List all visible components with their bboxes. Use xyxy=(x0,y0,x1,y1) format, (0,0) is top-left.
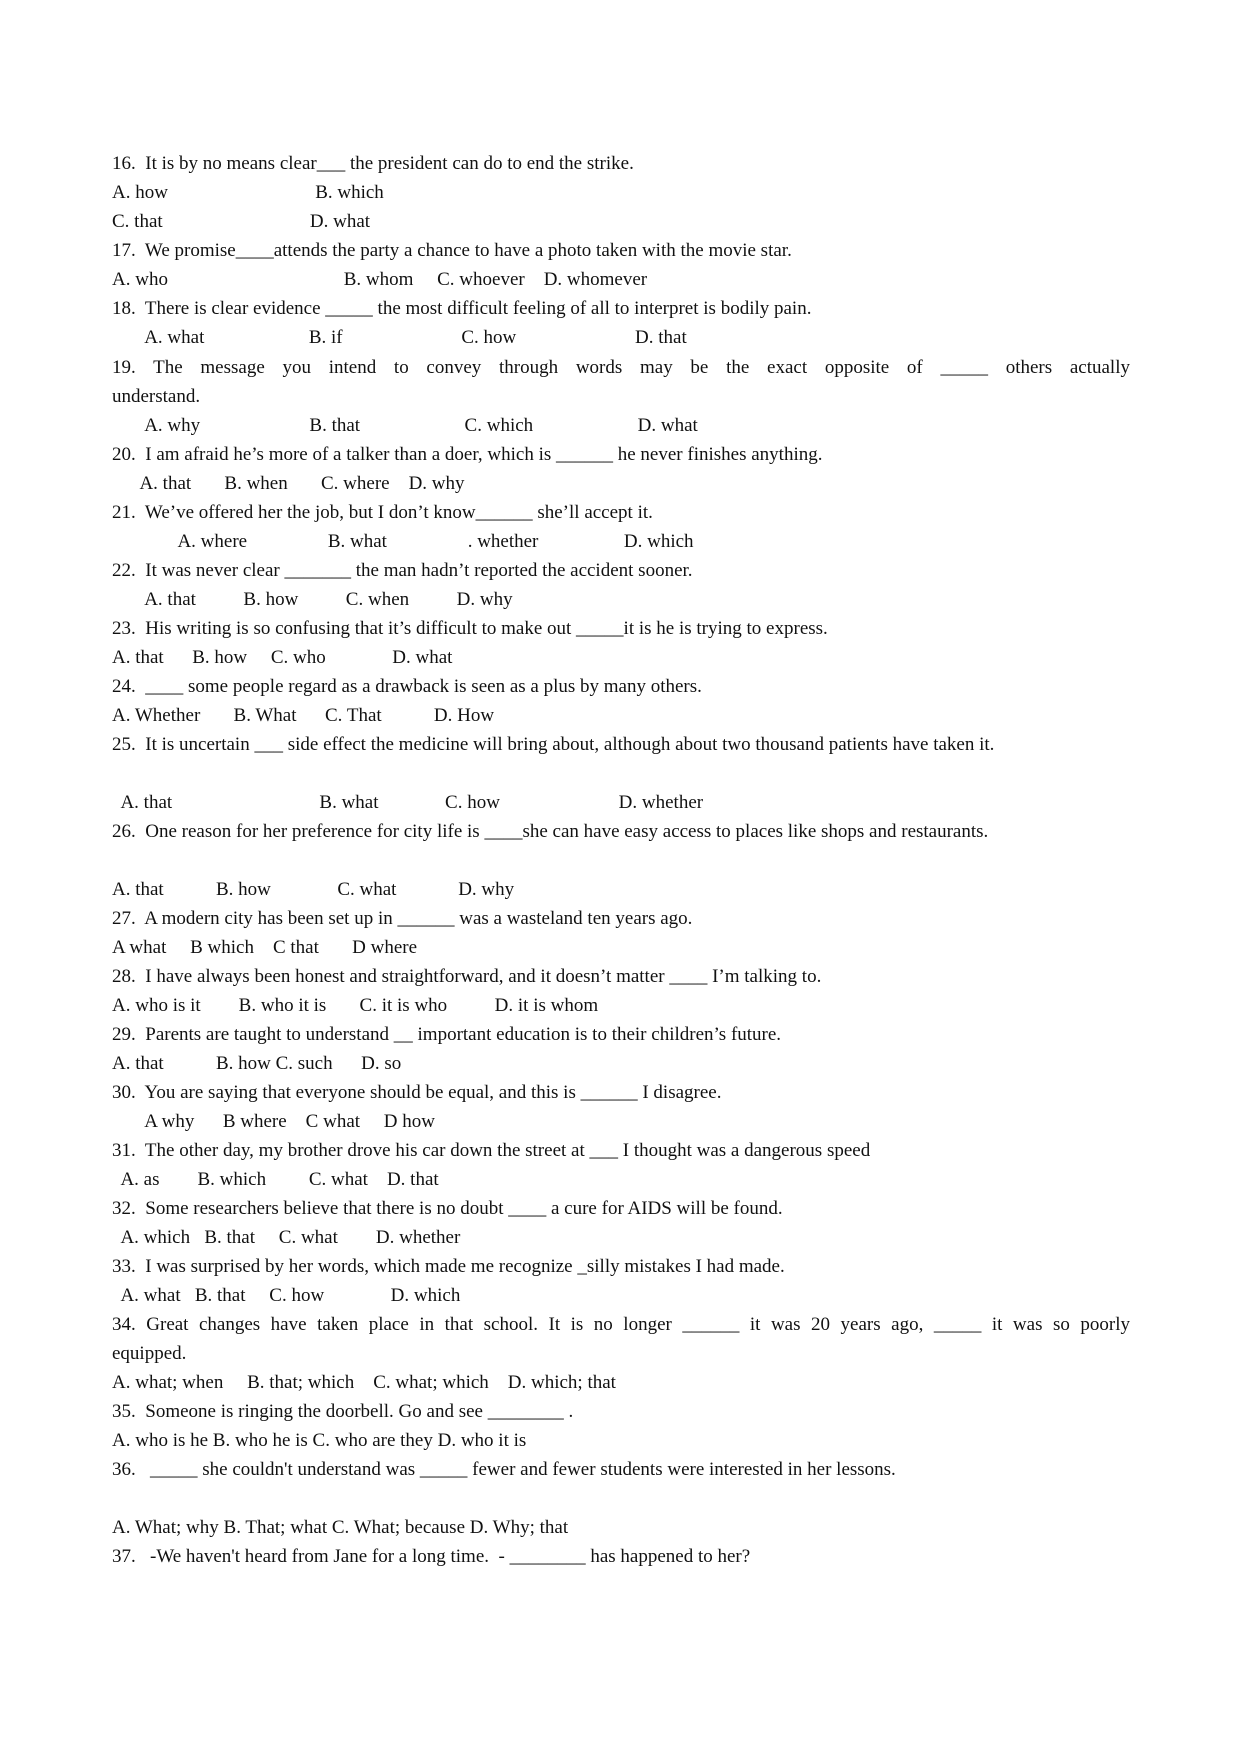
q33-options: A. what B. that C. how D. which xyxy=(112,1285,461,1306)
q34-stem-cont: equipped. xyxy=(112,1343,187,1364)
q37-stem: 37. -We haven't heard from Jane for a long time. - ________ has happened to her? xyxy=(112,1546,751,1567)
q20-stem: 20. I am afraid he’s more of a talker than a doer, which is ______ he never finishes anything. xyxy=(112,444,823,465)
q23-stem: 23. His writing is so confusing that it’s difficult to make out _____it is he is trying to express. xyxy=(112,618,828,639)
q34-options: A. what; when B. that; which C. what; which D. which; that xyxy=(112,1372,616,1393)
q23-options: A. that B. how C. who D. what xyxy=(112,647,453,668)
q16-options-1: A. how B. which xyxy=(112,182,384,203)
q36-stem: 36. _____ she couldn't understand was _____ fewer and fewer students were interested in her lessons. xyxy=(112,1459,896,1480)
q28-stem: 28. I have always been honest and straightforward, and it doesn’t matter ____ I’m talking to. xyxy=(112,966,822,987)
q18-stem: 18. There is clear evidence _____ the most difficult feeling of all to interpret is bodily pain. xyxy=(112,298,812,319)
q22-options: A. that B. how C. when D. why xyxy=(112,589,513,610)
q26-stem: 26. One reason for her preference for city life is ____she can have easy access to places like shops and restaurants. xyxy=(112,821,989,842)
q35-stem: 35. Someone is ringing the doorbell. Go and see ________ . xyxy=(112,1401,574,1422)
q28-options: A. who is it B. who it is C. it is who D. it is whom xyxy=(112,995,599,1016)
q21-stem: 21. We’ve offered her the job, but I don’t know______ she’ll accept it. xyxy=(112,502,653,523)
q35-options: A. who is he B. who he is C. who are they D. who it is xyxy=(112,1430,527,1451)
q36-options: A. What; why B. That; what C. What; because D. Why; that xyxy=(112,1517,569,1538)
q30-options: A why B where C what D how xyxy=(112,1111,435,1132)
q29-options: A. that B. how C. such D. so xyxy=(112,1053,402,1074)
q19-options: A. why B. that C. which D. what xyxy=(112,415,698,436)
q20-options: A. that B. when C. where D. why xyxy=(112,473,465,494)
q27-stem: 27. A modern city has been set up in ______ was a wasteland ten years ago. xyxy=(112,908,693,929)
q27-options: A what B which C that D where xyxy=(112,937,418,958)
q34-stem: 34. Great changes have taken place in that school. It is no longer ______ it was 20 years ago, _____ it was so poorly xyxy=(112,1314,1130,1335)
q19-stem-cont: understand. xyxy=(112,386,201,407)
q32-stem: 32. Some researchers believe that there is no doubt ____ a cure for AIDS will be found. xyxy=(112,1198,783,1219)
q31-options: A. as B. which C. what D. that xyxy=(112,1169,439,1190)
q33-stem: 33. I was surprised by her words, which made me recognize _silly mistakes I had made. xyxy=(112,1256,785,1277)
q25-options: A. that B. what C. how D. whether xyxy=(112,792,704,813)
q32-options: A. which B. that C. what D. whether xyxy=(112,1227,461,1248)
q19-stem: 19. The message you intend to convey through words may be the exact opposite of _____ others actually xyxy=(112,357,1130,378)
q21-options: A. where B. what . whether D. which xyxy=(112,531,694,552)
q17-stem: 17. We promise____attends the party a chance to have a photo taken with the movie star. xyxy=(112,240,792,261)
q16-stem: 16. It is by no means clear___ the president can do to end the strike. xyxy=(112,153,634,174)
q16-options-2: C. that D. what xyxy=(112,211,371,232)
q24-options: A. Whether B. What C. That D. How xyxy=(112,705,495,726)
q30-stem: 30. You are saying that everyone should be equal, and this is ______ I disagree. xyxy=(112,1082,722,1103)
q25-stem: 25. It is uncertain ___ side effect the medicine will bring about, although about two thousand patients have taken it. xyxy=(112,734,995,755)
q22-stem: 22. It was never clear _______ the man hadn’t reported the accident sooner. xyxy=(112,560,693,581)
q29-stem: 29. Parents are taught to understand __ important education is to their children’s future. xyxy=(112,1024,782,1045)
q26-options: A. that B. how C. what D. why xyxy=(112,879,515,900)
q24-stem: 24. ____ some people regard as a drawback is seen as a plus by many others. xyxy=(112,676,702,697)
q18-options: A. what B. if C. how D. that xyxy=(112,327,687,348)
q31-stem: 31. The other day, my brother drove his car down the street at ___ I thought was a dangerous speed xyxy=(112,1140,871,1161)
q17-options: A. who B. whom C. whoever D. whomever xyxy=(112,269,648,290)
